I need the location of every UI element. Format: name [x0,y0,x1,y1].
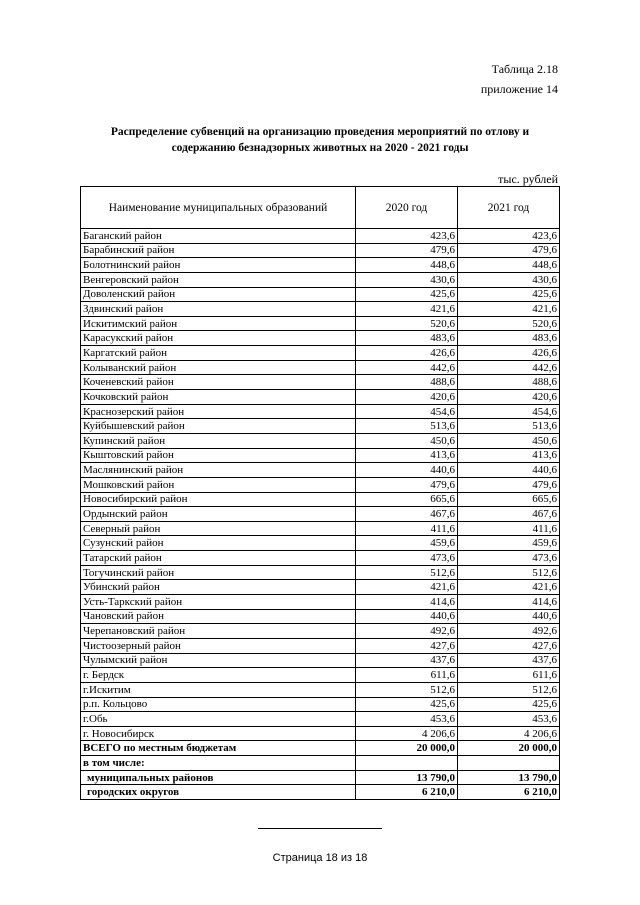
column-header-2021: 2021 год [458,187,560,229]
value-2021-cell: 479,6 [458,243,560,258]
footer-divider [258,828,382,829]
value-2020-cell: 513,6 [356,419,458,434]
name-cell: Усть-Таркский район [81,595,356,610]
table-row [81,492,560,507]
value-2020-cell: 450,6 [356,433,458,448]
name-cell: Новосибирский район [81,492,356,507]
value-2020-cell: 440,6 [356,463,458,478]
name-cell: Кочковский район [81,390,356,405]
value-2021-cell: 20 000,0 [458,741,560,756]
value-2021-cell: 611,6 [458,668,560,683]
name-cell: городских округов [81,785,356,800]
name-cell: Чановский район [81,609,356,624]
table-row [81,258,560,273]
including-label: в том числе: [81,756,356,771]
value-2020-cell: 453,6 [356,712,458,727]
name-cell: Коченевский район [81,375,356,390]
value-2021-cell: 512,6 [458,565,560,580]
value-2020-cell: 425,6 [356,697,458,712]
name-cell: Барабинский район [81,243,356,258]
document-title: Распределение субвенций на организацию проведения мероприятий по отлову и содержанию безнадзорных животных на 2020 - 2021 годы [110,126,530,154]
value-2020-cell: 459,6 [356,536,458,551]
table-row [81,463,560,478]
value-2021-cell: 414,6 [458,595,560,610]
value-2020-cell: 413,6 [356,448,458,463]
name-cell: Каргатский район [81,346,356,361]
value-2021-cell: 425,6 [458,287,560,302]
table-row [81,638,560,653]
name-cell: г.Обь [81,712,356,727]
value-2020-cell: 448,6 [356,258,458,273]
name-cell: Ордынский район [81,507,356,522]
value-2020-cell: 512,6 [356,682,458,697]
name-cell: Краснозерский район [81,404,356,419]
table-row [81,726,560,741]
name-cell: Здвинский район [81,302,356,317]
name-cell: Сузунский район [81,536,356,551]
value-2020-cell: 442,6 [356,360,458,375]
value-2020-cell: 492,6 [356,624,458,639]
value-2021-cell: 423,6 [458,229,560,244]
value-2021-cell: 442,6 [458,360,560,375]
column-header-2020: 2020 год [356,187,458,229]
name-cell: Купинский район [81,433,356,448]
value-2020-cell: 488,6 [356,375,458,390]
name-cell: Карасукский район [81,331,356,346]
value-2021-cell: 512,6 [458,682,560,697]
name-cell: Венгеровский район [81,272,356,287]
value-2021-cell: 6 210,0 [458,785,560,800]
column-header-name: Наименование муниципальных образований [81,187,356,229]
name-cell: Мошковский район [81,477,356,492]
table-row [81,507,560,522]
name-cell: г. Новосибирск [81,726,356,741]
value-2020-cell: 20 000,0 [356,741,458,756]
value-2020-cell: 411,6 [356,521,458,536]
value-2021-cell: 13 790,0 [458,770,560,785]
name-cell: Черепановский район [81,624,356,639]
value-2021-cell: 413,6 [458,448,560,463]
name-cell: Татарский район [81,551,356,566]
value-2021-cell: 665,6 [458,492,560,507]
including-row [81,756,560,771]
name-cell: Доволенский район [81,287,356,302]
value-2020-cell: 425,6 [356,287,458,302]
name-cell: ВСЕГО по местным бюджетам [81,741,356,756]
value-2020-cell: 427,6 [356,638,458,653]
page-number: Страница 18 из 18 [272,852,368,864]
name-cell: р.п. Кольцово [81,697,356,712]
value-2021-cell: 421,6 [458,302,560,317]
table-row [81,316,560,331]
value-2020-cell: 430,6 [356,272,458,287]
value-2020-cell: 423,6 [356,229,458,244]
table-number: Таблица 2.18 [491,62,558,76]
total-row [81,741,560,756]
name-cell: г.Искитим [81,682,356,697]
subsidy-table [80,186,560,800]
value-2020-cell: 512,6 [356,565,458,580]
table-row [81,609,560,624]
table-row [81,243,560,258]
value-2021-cell: 448,6 [458,258,560,273]
table-row [81,390,560,405]
table-row [81,331,560,346]
table-row [81,346,560,361]
value-2020-cell: 611,6 [356,668,458,683]
table-row [81,682,560,697]
table-row [81,551,560,566]
value-2020-cell: 440,6 [356,609,458,624]
table-row [81,229,560,244]
name-cell: Чулымский район [81,653,356,668]
name-cell: Колыванский район [81,360,356,375]
value-2020-cell: 426,6 [356,346,458,361]
table-row [81,668,560,683]
value-2021-cell: 520,6 [458,316,560,331]
value-2021-cell: 411,6 [458,521,560,536]
value-2021-cell: 453,6 [458,712,560,727]
name-cell: Болотнинский район [81,258,356,273]
value-2020-cell: 4 206,6 [356,726,458,741]
value-2021-cell: 425,6 [458,697,560,712]
value-2020-cell: 6 210,0 [356,785,458,800]
subtotal-row [81,785,560,800]
value-2021-cell: 492,6 [458,624,560,639]
name-cell: Маслянинский район [81,463,356,478]
table-row [81,477,560,492]
table-row [81,697,560,712]
name-cell: Убинский район [81,580,356,595]
value-2021-cell: 450,6 [458,433,560,448]
value-2020-cell: 421,6 [356,302,458,317]
value-2021-cell: 488,6 [458,375,560,390]
name-cell: Тогучинский район [81,565,356,580]
value-2021-cell: 479,6 [458,477,560,492]
name-cell: г. Бердск [81,668,356,683]
table-row [81,375,560,390]
table-row [81,624,560,639]
value-2020-cell: 520,6 [356,316,458,331]
empty-cell [458,756,560,771]
table-row [81,287,560,302]
name-cell: Искитимский район [81,316,356,331]
value-2020-cell: 665,6 [356,492,458,507]
value-2021-cell: 459,6 [458,536,560,551]
name-cell: Кыштовский район [81,448,356,463]
value-2020-cell: 467,6 [356,507,458,522]
value-2020-cell: 454,6 [356,404,458,419]
value-2020-cell: 437,6 [356,653,458,668]
value-2021-cell: 437,6 [458,653,560,668]
table-row [81,712,560,727]
value-2020-cell: 420,6 [356,390,458,405]
table-row [81,419,560,434]
value-2021-cell: 454,6 [458,404,560,419]
name-cell: муниципальных районов [81,770,356,785]
value-2021-cell: 426,6 [458,346,560,361]
value-2021-cell: 427,6 [458,638,560,653]
value-2021-cell: 483,6 [458,331,560,346]
units-label: тыс. рублей [498,172,558,186]
value-2021-cell: 420,6 [458,390,560,405]
name-cell: Куйбышевский район [81,419,356,434]
table-row [81,404,560,419]
table-row [81,302,560,317]
value-2021-cell: 467,6 [458,507,560,522]
table-row [81,521,560,536]
table-row [81,448,560,463]
table-row [81,433,560,448]
table-row [81,360,560,375]
value-2020-cell: 479,6 [356,243,458,258]
table-row [81,580,560,595]
name-cell: Баганский район [81,229,356,244]
table-row [81,272,560,287]
name-cell: Северный район [81,521,356,536]
value-2021-cell: 440,6 [458,609,560,624]
value-2020-cell: 13 790,0 [356,770,458,785]
value-2021-cell: 430,6 [458,272,560,287]
subtotal-row [81,770,560,785]
value-2021-cell: 421,6 [458,580,560,595]
empty-cell [356,756,458,771]
value-2021-cell: 473,6 [458,551,560,566]
value-2021-cell: 513,6 [458,419,560,434]
value-2020-cell: 421,6 [356,580,458,595]
value-2021-cell: 440,6 [458,463,560,478]
table-row [81,565,560,580]
name-cell: Чистоозерный район [81,638,356,653]
table-header-row [81,187,560,229]
value-2020-cell: 473,6 [356,551,458,566]
table-row [81,595,560,610]
table-row [81,653,560,668]
value-2020-cell: 483,6 [356,331,458,346]
appendix-label: приложение 14 [480,82,558,96]
value-2020-cell: 414,6 [356,595,458,610]
table-row [81,536,560,551]
value-2021-cell: 4 206,6 [458,726,560,741]
value-2020-cell: 479,6 [356,477,458,492]
